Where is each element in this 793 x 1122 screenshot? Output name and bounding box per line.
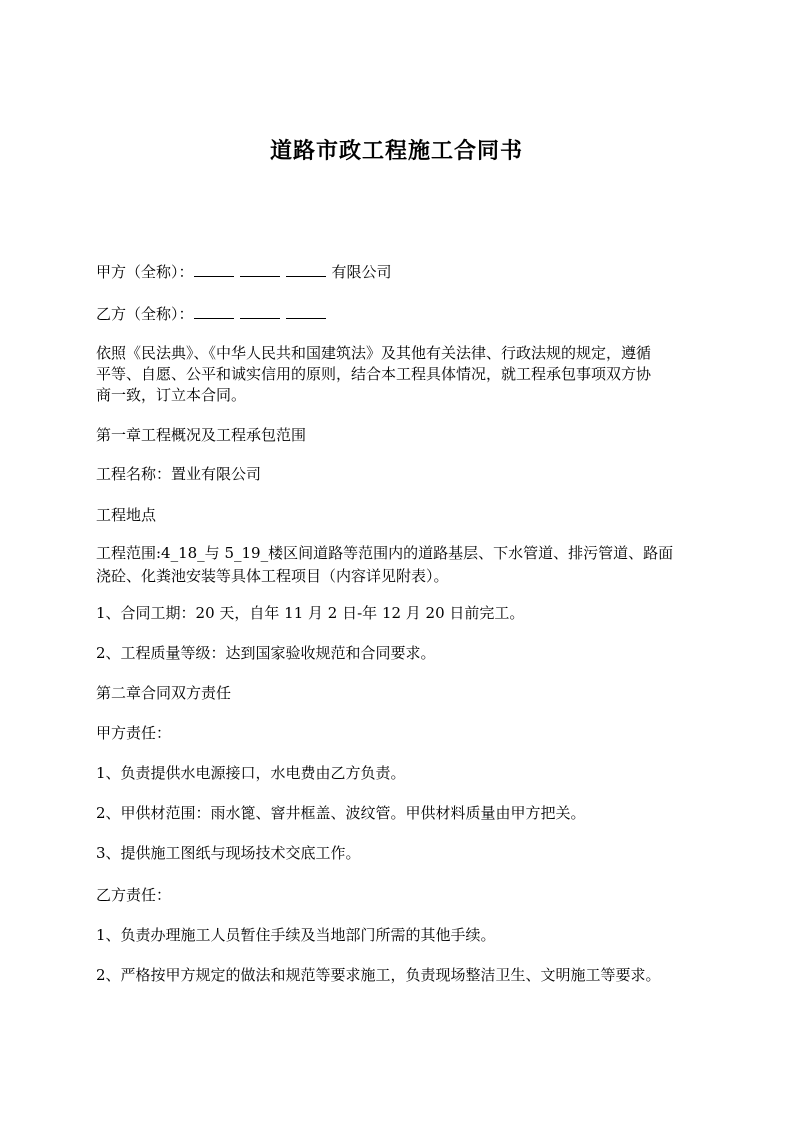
party-b-line — [96, 302, 706, 325]
party-b-blank-1 — [194, 302, 234, 319]
party-b-label: 乙方（全称）： — [96, 305, 194, 323]
chapter2-heading: 第二章合同双方责任 — [96, 684, 232, 702]
party-b-blank-3 — [286, 302, 326, 319]
party-a-resp-item: 1、负责提供水电源接口，水电费由乙方负责。 — [96, 764, 406, 782]
project-scope-line-2: 浇砼、化粪池安装等具体工程项目（内容详见附表）。 — [96, 567, 449, 585]
project-scope-line-1: 工程范围:4_18_与 5_19_楼区间道路等范围内的道路基层、下水管道、排污管道、路面 — [96, 544, 674, 562]
party-a-suffix: 有限公司 — [331, 263, 392, 281]
project-location: 工程地点 — [96, 506, 157, 524]
party-b-resp-item: 2、严格按甲方规定的做法和规范等要求施工，负责现场整洁卫生、文明施工等要求。 — [96, 966, 661, 984]
preamble-line-3: 商一致，订立本合同。 — [96, 386, 247, 404]
party-a-blank-3 — [286, 260, 326, 277]
party-a-resp-heading: 甲方责任： — [96, 724, 172, 742]
clause-duration: 1、合同工期：20 天，自年 11 月 2 日-年 12 月 20 日前完工。 — [96, 604, 525, 622]
page-title: 道路市政工程施工合同书 — [269, 139, 523, 164]
clause-quality: 2、工程质量等级：达到国家验收规范和合同要求。 — [96, 644, 436, 662]
party-a-blank-2 — [240, 260, 280, 277]
party-b-resp-item: 1、负责办理施工人员暂住手续及当地部门所需的其他手续。 — [96, 926, 496, 944]
project-name: 工程名称：置业有限公司 — [96, 465, 262, 483]
preamble-line-2: 平等、自愿、公平和诚实信用的原则，结合本工程具体情况，就工程承包事项双方协 — [96, 365, 652, 383]
party-b-blank-2 — [240, 302, 280, 319]
party-a-resp-item: 2、甲供材范围：雨水篦、窨井框盖、波纹管。甲供材料质量由甲方把关。 — [96, 804, 586, 822]
chapter1-heading: 第一章工程概况及工程承包范围 — [96, 426, 307, 444]
preamble-line-1: 依照《民法典》、《中华人民共和国建筑法》及其他有关法律、行政法规的规定，遵循 — [96, 344, 652, 362]
party-a-blank-1 — [194, 260, 234, 277]
party-b-resp-heading: 乙方责任： — [96, 886, 172, 904]
party-a-label: 甲方（全称）： — [96, 263, 194, 281]
party-a-line — [96, 260, 706, 283]
party-a-resp-item: 3、提供施工图纸与现场技术交底工作。 — [96, 844, 361, 862]
